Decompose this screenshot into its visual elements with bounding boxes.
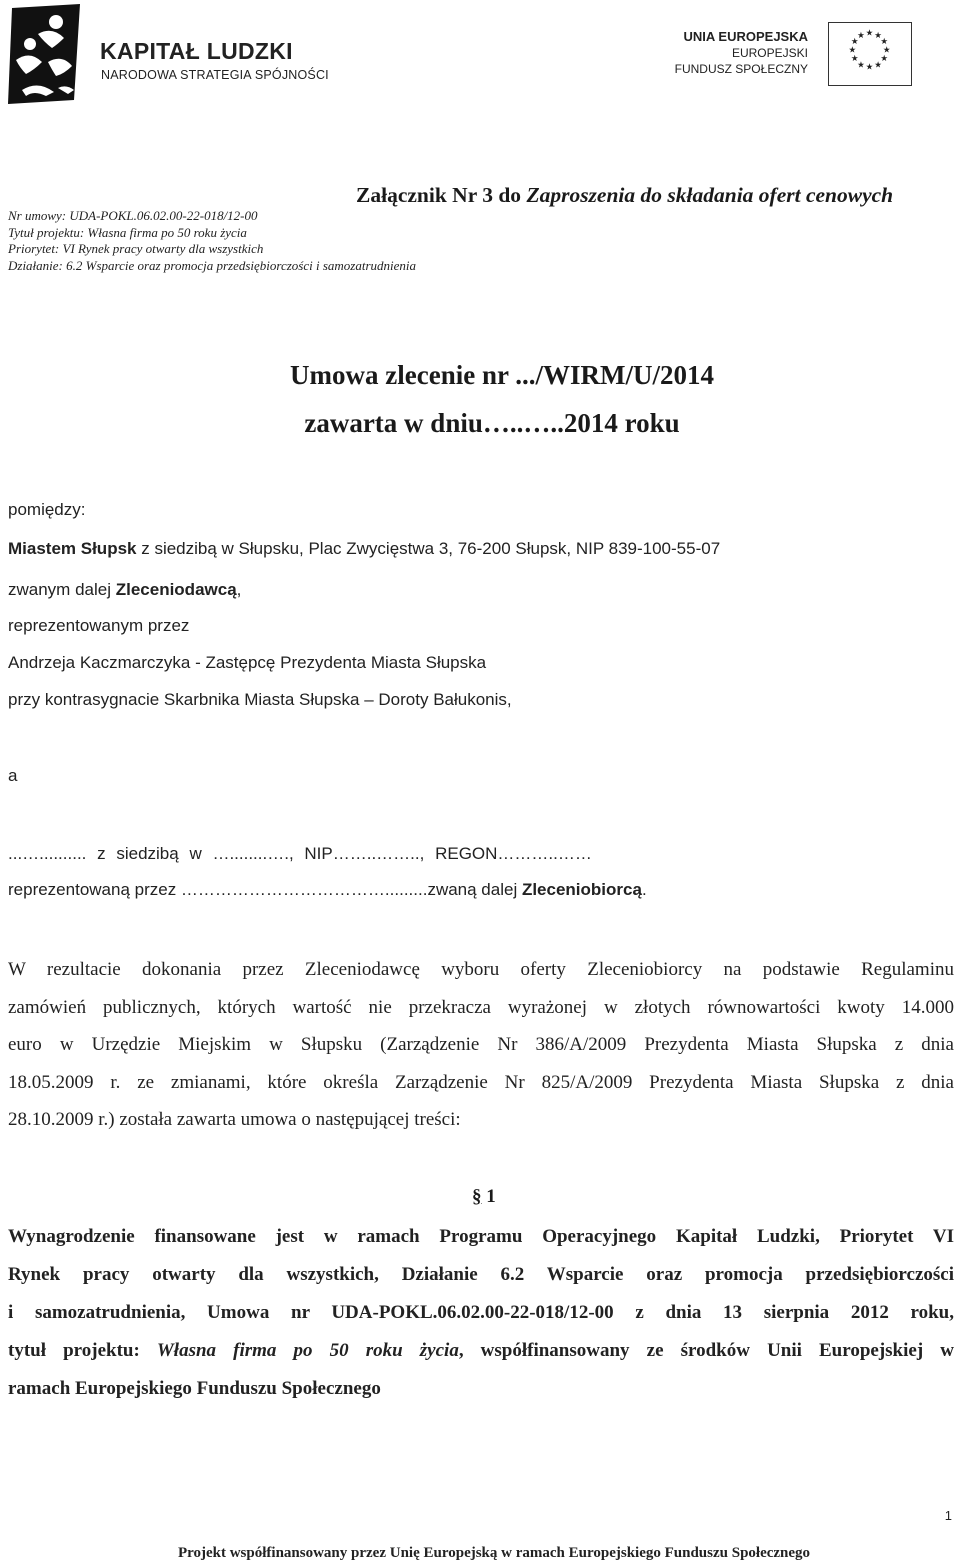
contractor-represented-prefix: reprezentowaną przez ……………………………….........zwaną dalej bbox=[8, 880, 522, 899]
intro-line-2: zamówień publicznych, których wartość nie przekracza wyrażonej w złotych równowartości kwoty 14.000 bbox=[8, 996, 954, 1018]
principal-name: Miastem Słupsk bbox=[8, 539, 137, 558]
contractor-role: Zleceniobiorcą bbox=[521, 880, 642, 899]
contract-date-text: zawarta w dniu…..…..2014 roku bbox=[304, 408, 680, 438]
between-label: pomiędzy: bbox=[8, 500, 86, 519]
svg-text:★: ★ bbox=[880, 54, 889, 65]
annex-italic: Zaproszenia do składania ofert cenowych bbox=[526, 183, 894, 207]
svg-text:★: ★ bbox=[850, 36, 859, 47]
svg-text:★: ★ bbox=[865, 62, 874, 73]
svg-text:★: ★ bbox=[874, 60, 882, 71]
svg-text:★: ★ bbox=[848, 45, 857, 56]
contractor-represented-suffix: . bbox=[641, 880, 647, 899]
kapital-ludzki-emblem-icon bbox=[8, 4, 86, 104]
eu-logo-line1: UNIA EUROPEJSKA bbox=[683, 29, 808, 44]
contractor-details-line: ...….......... z siedzibą w …........…., NIP……..…….., REGON………..…… bbox=[8, 844, 592, 863]
svg-text:★: ★ bbox=[850, 54, 859, 65]
section-1-line-4-prefix: tytuł projektu: bbox=[8, 1340, 157, 1361]
eu-logo-line3: FUNDUSZ SPOŁECZNY bbox=[674, 62, 808, 76]
intro-line-1: W rezultacie dokonania przez Zleceniodawcę wyboru oferty Zleceniobiorcy na podstawie Regulaminu bbox=[8, 959, 954, 980]
section-symbol: § bbox=[472, 1186, 482, 1207]
section-1-line-4 bbox=[8, 1332, 954, 1370]
kapital-ludzki-logo bbox=[8, 4, 328, 104]
intro-paragraph bbox=[8, 951, 954, 1139]
meta-priority: Priorytet: VI Rynek pracy otwarty dla wszystkich bbox=[8, 241, 264, 256]
kapital-ludzki-title: KAPITAŁ LUDZKI bbox=[100, 38, 293, 64]
section-1-paragraph bbox=[8, 1218, 954, 1408]
representative-line: Andrzeja Kaczmarczyka - Zastępcę Prezydenta Miasta Słupska bbox=[8, 653, 487, 672]
contract-title-text: Umowa zlecenie nr .../WIRM/U/2014 bbox=[290, 360, 714, 390]
meta-project-title: Tytuł projektu: Własna firma po 50 roku życia bbox=[8, 224, 247, 240]
eu-flag-icon bbox=[828, 22, 912, 86]
principal-called-line bbox=[8, 580, 241, 600]
svg-text:★: ★ bbox=[865, 28, 874, 39]
meta-action: Działanie: 6.2 Wsparcie oraz promocja przedsiębiorczości i samozatrudnienia bbox=[8, 257, 417, 273]
project-meta bbox=[8, 208, 416, 274]
footer-text: Projekt współfinansowany przez Unię Europejską w ramach Europejskiego Funduszu Społecznego bbox=[177, 1545, 811, 1561]
page-footer bbox=[0, 1545, 960, 1562]
called-prefix: zwanym dalej bbox=[8, 580, 116, 599]
principal-line bbox=[8, 539, 720, 559]
and-label: a bbox=[8, 766, 18, 785]
svg-text:★: ★ bbox=[857, 30, 865, 41]
annex-prefix: Załącznik Nr 3 do bbox=[356, 183, 527, 207]
principal-details: z siedzibą w Słupsku, Plac Zwycięstwa 3, 76-200 Słupsk, NIP 839-100-55-07 bbox=[136, 539, 721, 558]
section-1-line-2: Rynek pracy otwarty dla wszystkich, Działanie 6.2 Wsparcie oraz promocja przedsiębiorczości bbox=[8, 1264, 954, 1285]
countersign-line: przy kontrasygnacie Skarbnika Miasta Słupska – Doroty Bałukonis, bbox=[8, 690, 512, 709]
section-1-line-1: Wynagrodzenie finansowane jest w ramach Programu Operacyjnego Kapitał Ludzki, Priorytet VI bbox=[8, 1226, 954, 1247]
svg-text:★: ★ bbox=[880, 36, 889, 47]
called-suffix: , bbox=[236, 580, 242, 599]
intro-line-4: 18.05.2009 r. ze zmianami, które określa Zarządzenie Nr 825/A/2009 Prezydenta Miasta Słupska z dnia bbox=[8, 1071, 954, 1093]
principal-role: Zleceniodawcą bbox=[115, 580, 237, 599]
svg-text:★: ★ bbox=[857, 60, 865, 71]
section-1-project-title: Własna firma po 50 roku życia bbox=[156, 1340, 459, 1361]
svg-text:★: ★ bbox=[874, 30, 882, 41]
section-1-line-3: i samozatrudnienia, Umowa nr UDA-POKL.06.02.00-22-018/12-00 z dnia 13 sierpnia 2012 roku, bbox=[8, 1302, 954, 1323]
section-1-line-5: ramach Europejskiego Funduszu Społecznego bbox=[8, 1378, 381, 1399]
meta-contract-number: Nr umowy: UDA-POKL.06.02.00-22-018/12-00 bbox=[8, 208, 258, 223]
intro-line-5: 28.10.2009 r.) została zawarta umowa o następującej treści: bbox=[8, 1109, 461, 1130]
section-1-line-4-suffix: , współfinansowany ze środków Unii Europejskiej w bbox=[458, 1340, 954, 1361]
contract-date-line bbox=[0, 408, 960, 439]
contract-title bbox=[0, 360, 960, 391]
eu-esf-logo bbox=[674, 22, 920, 90]
section-1-heading bbox=[472, 1186, 496, 1208]
eu-logo-line2: EUROPEJSKI bbox=[731, 46, 808, 60]
contractor-represented-line bbox=[8, 880, 647, 900]
kapital-ludzki-subtitle: NARODOWA STRATEGIA SPÓJNOŚCI bbox=[101, 68, 329, 82]
svg-text:★: ★ bbox=[882, 45, 891, 56]
represented-by-label: reprezentowanym przez bbox=[8, 616, 190, 635]
intro-line-3: euro w Urzędzie Miejskim w Słupsku (Zarządzenie Nr 386/A/2009 Prezydenta Miasta Słupska z dnia bbox=[8, 1034, 954, 1055]
section-number: 1 bbox=[486, 1186, 496, 1207]
annex-heading bbox=[356, 183, 893, 208]
page-number: 1 bbox=[944, 1508, 952, 1523]
